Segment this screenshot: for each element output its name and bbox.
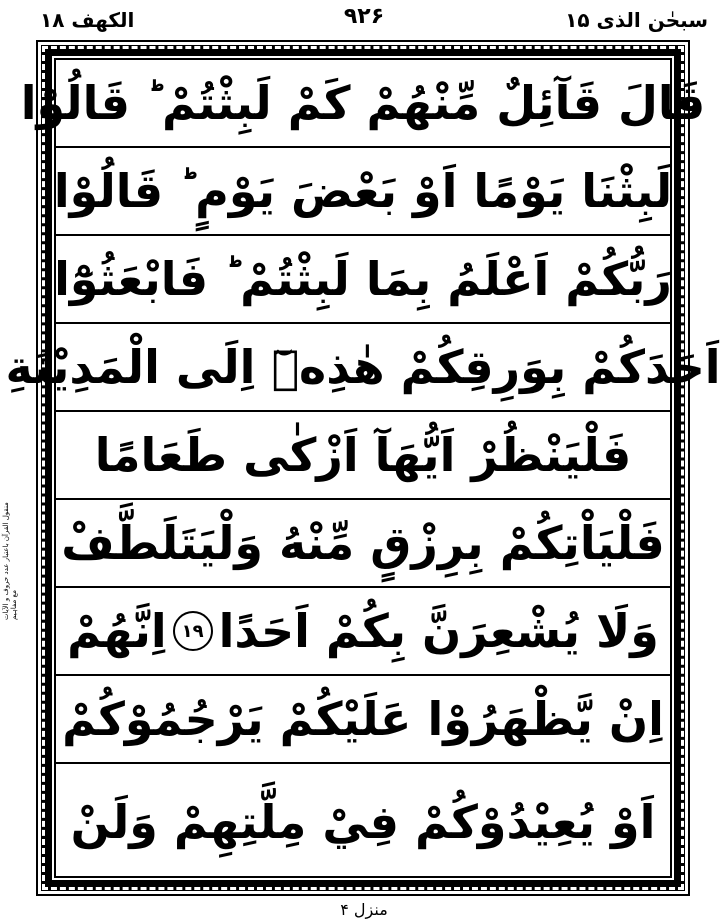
- verse-line-7-text-a: وَلَا يُشْعِرَنَّ بِكُمْ اَحَدًا: [218, 604, 659, 658]
- ayah-number-marker: ۱۹: [173, 611, 213, 651]
- verse-line-1: قَالَ قَآئِلٌ مِّنْهُمْ كَمْ لَبِثْتُمْ ؕ قَالُوْا: [56, 60, 670, 148]
- verse-line-9: اَوْ يُعِيْدُوْكُمْ فِيْ مِلَّتِهِمْ وَلَنْ: [70, 795, 656, 849]
- verse-line-7-text-b: اِنَّهُمْ: [67, 604, 167, 658]
- verse-line-5: فَلْيَنْظُرْ اَيُّهَآ اَزْكٰى طَعَامًا: [56, 412, 670, 500]
- verse-line-6: فَلْيَاْتِكُمْ بِرِزْقٍ مِّنْهُ وَلْيَتَلَطَّفْ: [56, 500, 670, 588]
- verse-line-8: اِنْ يَّظْهَرُوْا عَلَيْكُمْ يَرْجُمُوْكُمْ: [56, 676, 670, 764]
- footer-manzil: منزل ۴: [340, 900, 388, 919]
- header-juz-name: سبحٰن الذی ۱۵: [565, 8, 708, 32]
- header-page-number: ۹۲۶: [343, 4, 385, 29]
- verse-line-4: اَحَدَكُمْ بِوَرِقِكُمْ هٰذِهٖٓ اِلَى الْمَدِيْنَةِ: [56, 324, 670, 412]
- verse-line-7: [56, 588, 670, 676]
- margin-note: منقول القرآن باعتبار عدد حروف و الآیات مع مفاہیم: [2, 502, 18, 620]
- verse-line-2: لَبِثْنَا يَوْمًا اَوْ بَعْضَ يَوْمٍ ؕ قَالُوْا: [56, 148, 670, 236]
- header-surah-name: الکھف ۱۸: [40, 8, 135, 32]
- verse-line-3: رَبُّكُمْ اَعْلَمُ بِمَا لَبِثْتُمْ ؕ فَابْعَثُوْٓا: [56, 236, 670, 324]
